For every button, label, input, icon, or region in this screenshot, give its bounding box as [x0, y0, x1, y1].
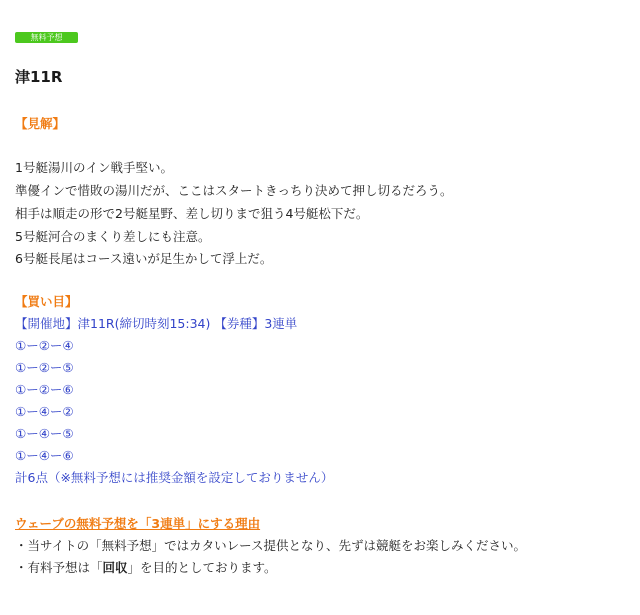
total-note: 計6点（※無料予想には推奨金額を設定しておりません） — [15, 470, 334, 485]
reason-line-2-pre: ・有料予想は「 — [15, 560, 103, 575]
opinion-heading: 【見解】 — [15, 116, 66, 131]
reason-line-2-emphasis: 回収 — [102, 560, 128, 575]
combo-3: ①ー②ー⑥ — [15, 382, 74, 397]
reason-line-2 — [15, 558, 277, 576]
reason-heading: ウェーブの無料予想を「3連単」にする理由 — [15, 516, 261, 531]
combo-6: ①ー④ー⑥ — [15, 448, 74, 463]
combo-1: ①ー②ー④ — [15, 338, 74, 353]
venue-info: 【開催地】津11R(締切時刻15:34) 【券種】3連単 — [15, 316, 298, 331]
opinion-line-2: 準優インで惜敗の湯川だが、ここはスタートきっちり決めて押し切るだろう。 — [15, 183, 453, 198]
buy-heading: 【買い目】 — [15, 294, 78, 309]
race-title: 津11R — [15, 68, 63, 86]
reason-line-2-post: 」を目的としております。 — [127, 560, 277, 575]
combo-5: ①ー④ー⑤ — [15, 426, 74, 441]
free-prediction-badge: 無料予想 — [15, 32, 78, 43]
opinion-line-3: 相手は順走の形で2号艇星野、差し切りまで狙う4号艇松下だ。 — [15, 206, 369, 221]
opinion-line-5: 6号艇長尾はコース遠いが足生かして浮上だ。 — [15, 251, 273, 266]
opinion-line-1: 1号艇湯川のイン戦手堅い。 — [15, 160, 173, 175]
combo-2: ①ー②ー⑤ — [15, 360, 74, 375]
combo-4: ①ー④ー② — [15, 404, 74, 419]
reason-line-1: ・当サイトの「無料予想」ではカタいレース提供となり、先ずは競艇をお楽しみください。 — [15, 538, 527, 553]
opinion-line-4: 5号艇河合のまくり差しにも注意。 — [15, 229, 211, 244]
